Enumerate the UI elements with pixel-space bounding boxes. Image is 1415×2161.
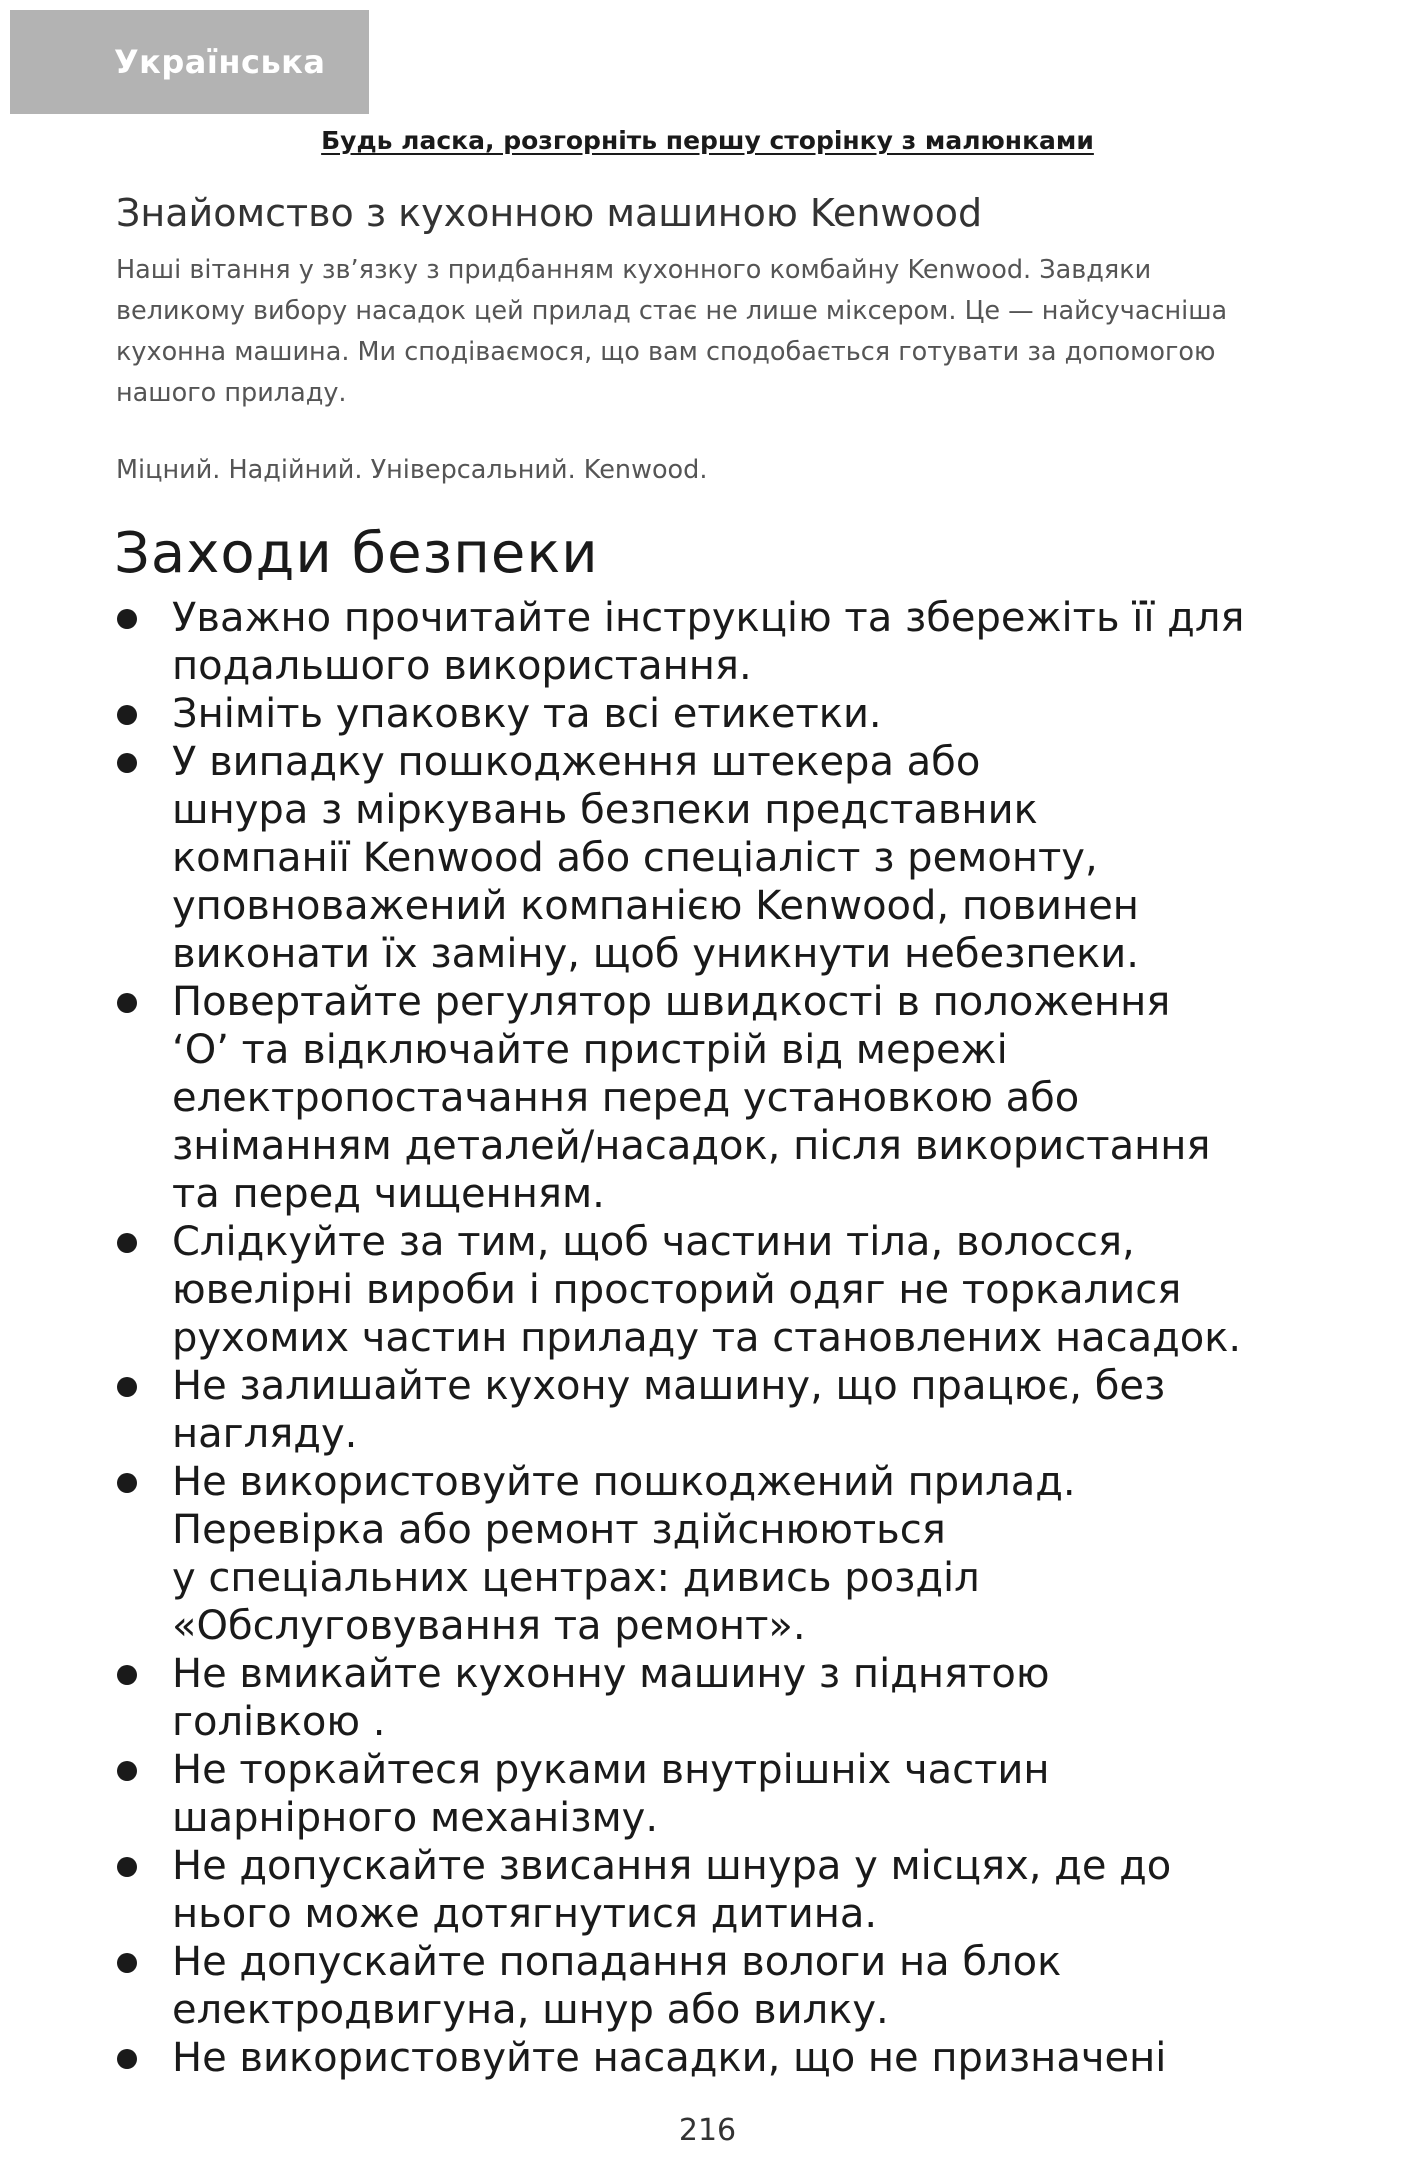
bullet-icon (117, 753, 137, 773)
safety-list-item (114, 2034, 1412, 2082)
safety-list (114, 594, 1414, 2082)
language-tab-label: Українська (114, 43, 326, 81)
safety-item-line: Не допускайте попадання вологи на блок (172, 1939, 1062, 1985)
safety-list-item (114, 1842, 1412, 1938)
tagline: Міцний. Надійний. Універсальний. Kenwood. (116, 455, 708, 485)
safety-item-line: Уважно прочитайте інструкцію та збережіть її для (172, 595, 1245, 641)
safety-item-line: шнура з міркувань безпеки представник (172, 787, 1038, 833)
safety-list-item (114, 1458, 1412, 1650)
bullet-icon (117, 1233, 137, 1253)
intro-body-line: Наші вітання у зв’язку з придбанням кухонного комбайну Kenwood. Завдяки (116, 255, 1152, 285)
safety-item-line: Не залишайте кухону машину, що працює, без (172, 1363, 1166, 1409)
safety-item-line: Не вмикайте кухонну машину з піднятою (172, 1651, 1050, 1697)
bullet-icon (117, 2049, 137, 2069)
safety-item-line: ювелірні вироби і просторий одяг не торкалися (172, 1267, 1182, 1313)
bullet-icon (117, 1953, 137, 1973)
safety-item-line: У випадку пошкодження штекера або (172, 739, 981, 785)
bullet-icon (117, 993, 137, 1013)
safety-item-line: уповноважений компанією Kenwood, повинен (172, 883, 1139, 929)
safety-item-line: у спеціальних центрах: дивись розділ (172, 1555, 980, 1601)
safety-list-item (114, 978, 1412, 1218)
language-tab (10, 10, 369, 114)
safety-item-line: Зніміть упаковку та всі етикетки. (172, 691, 882, 737)
safety-item-line: Перевірка або ремонт здійснюються (172, 1507, 946, 1553)
bullet-icon (117, 1857, 137, 1877)
safety-item-line: голівкою . (172, 1699, 386, 1745)
safety-item-line: компанії Kenwood або спеціаліст з ремонту, (172, 835, 1098, 881)
safety-item-line: електропостачання перед установкою або (172, 1075, 1080, 1121)
safety-item-line: Не торкайтеся руками внутрішніх частин (172, 1747, 1050, 1793)
bullet-icon (117, 609, 137, 629)
safety-item-line: нагляду. (172, 1411, 358, 1457)
safety-item-line: шарнірного механізму. (172, 1795, 659, 1841)
safety-list-item (114, 1218, 1412, 1362)
safety-item-line: Не використовуйте насадки, що не призначені (172, 2035, 1167, 2081)
safety-list-item (114, 1938, 1412, 2034)
intro-body-line: кухонна машина. Ми сподіваємося, що вам сподобається готувати за допомогою (116, 337, 1216, 367)
bullet-icon (117, 705, 137, 725)
safety-item-line: зніманням деталей/насадок, після використання (172, 1123, 1211, 1169)
bullet-icon (117, 1761, 137, 1781)
bullet-icon (117, 1665, 137, 1685)
safety-list-item (114, 594, 1412, 690)
safety-item-line: рухомих частин приладу та становлених насадок. (172, 1315, 1242, 1361)
unfold-notice: Будь ласка, розгорніть першу сторінку з малюнками (321, 126, 1094, 155)
safety-list-item (114, 690, 1412, 738)
safety-item-line: виконати їх заміну, щоб уникнути небезпеки. (172, 931, 1139, 977)
intro-body-line: великому вибору насадок цей прилад стає не лише міксером. Це — найсучасніша (116, 296, 1228, 326)
safety-item-line: подальшого використання. (172, 643, 752, 689)
intro-body (116, 250, 1391, 414)
page-number: 216 (678, 2113, 737, 2148)
safety-list-item (114, 738, 1412, 978)
bullet-icon (117, 1377, 137, 1397)
safety-title: Заходи безпеки (114, 521, 599, 586)
safety-item-line: Не використовуйте пошкоджений прилад. (172, 1459, 1076, 1505)
safety-item-line: Не допускайте звисання шнура у місцях, де до (172, 1843, 1172, 1889)
safety-item-line: електродвигуна, шнур або вилку. (172, 1987, 889, 2033)
bullet-icon (117, 1473, 137, 1493)
intro-section (116, 188, 1396, 414)
safety-item-line: «Обслуговування та ремонт». (172, 1603, 806, 1649)
safety-item-line: Повертайте регулятор швидкості в положення (172, 979, 1171, 1025)
safety-list-item (114, 1746, 1412, 1842)
safety-list-item (114, 1650, 1412, 1746)
safety-item-line: нього може дотягнутися дитина. (172, 1891, 878, 1937)
intro-title: Знайомство з кухонною машиною Kenwood (116, 191, 983, 235)
intro-body-line: нашого приладу. (116, 378, 347, 408)
safety-item-line: ‘O’ та відключайте пристрій від мережі (172, 1027, 1008, 1073)
safety-item-line: Слідкуйте за тим, щоб частини тіла, волосся, (172, 1219, 1135, 1265)
safety-item-line: та перед чищенням. (172, 1171, 605, 1217)
safety-list-item (114, 1362, 1412, 1458)
